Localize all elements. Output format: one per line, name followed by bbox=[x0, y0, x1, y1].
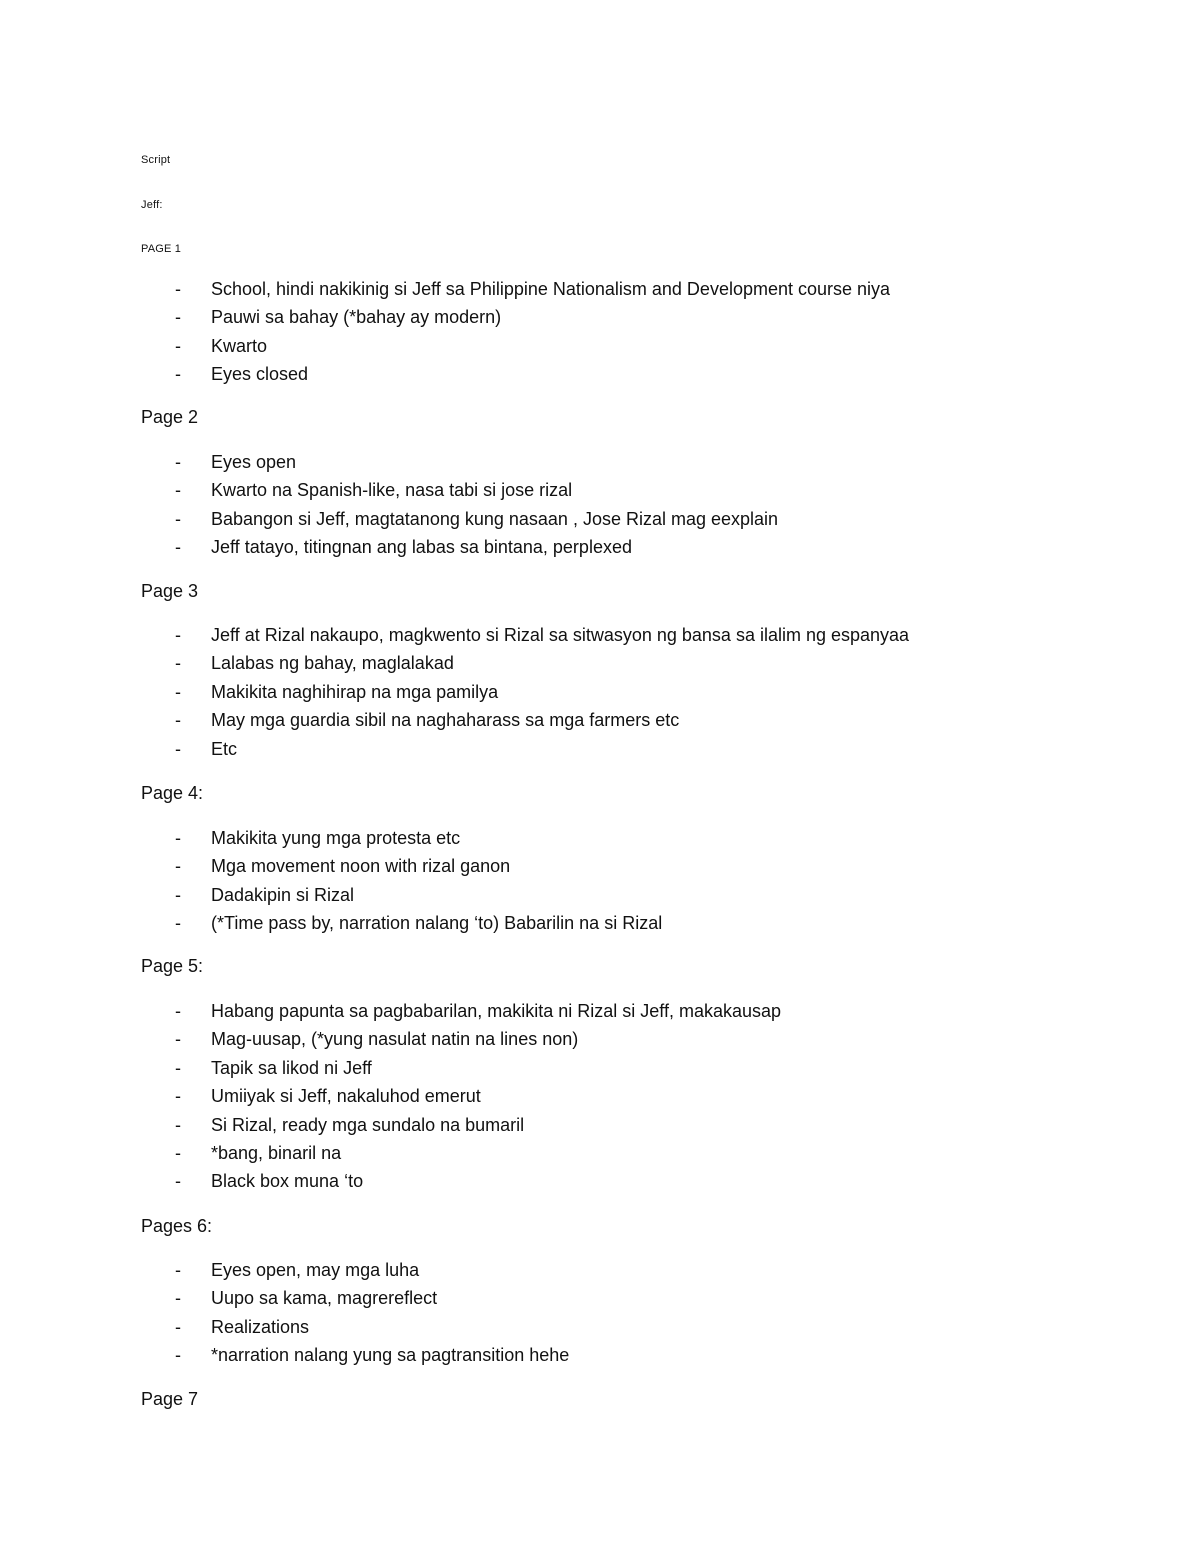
bullet-dash: - bbox=[175, 828, 181, 848]
list-item-text: Makikita naghihirap na mga pamilya bbox=[211, 681, 499, 702]
page-1-label: PAGE 1 bbox=[141, 243, 182, 255]
list-item-text: Eyes closed bbox=[211, 364, 309, 385]
bullet-dash: - bbox=[175, 452, 181, 472]
list-item-text: Makikita yung mga protesta etc bbox=[211, 828, 461, 848]
bullet-dash: - bbox=[175, 1260, 181, 1280]
bullet-dash: - bbox=[175, 710, 181, 731]
bullet-dash: - bbox=[175, 307, 181, 328]
bullet-dash: - bbox=[175, 1057, 181, 1078]
bullet-dash: - bbox=[175, 1114, 181, 1135]
bullet-dash: - bbox=[175, 364, 181, 385]
page-7-heading: Page 7 bbox=[141, 1389, 199, 1409]
bullet-dash: - bbox=[175, 1001, 181, 1021]
bullet-dash: - bbox=[175, 913, 181, 934]
bullet-dash: - bbox=[175, 681, 181, 702]
bullet-dash: - bbox=[175, 1029, 181, 1050]
bullet-dash: - bbox=[175, 625, 181, 645]
page-2-heading: Page 2 bbox=[141, 407, 199, 427]
bullet-dash: - bbox=[175, 1288, 181, 1309]
list-item-text: Black box muna ‘to bbox=[211, 1171, 364, 1192]
list-item-text: Kwarto bbox=[211, 335, 268, 356]
list-item-text: Kwarto na Spanish-like, nasa tabi si jose rizal bbox=[211, 480, 573, 501]
list-item-text: Dadakipin si Rizal bbox=[211, 884, 355, 905]
list-item-text: Lalabas ng bahay, maglalakad bbox=[211, 653, 454, 674]
page-5-heading: Page 5: bbox=[141, 956, 204, 976]
bullet-dash: - bbox=[175, 1171, 181, 1192]
list-item-text: Tapik sa likod ni Jeff bbox=[211, 1057, 372, 1078]
list-item-text: Etc bbox=[211, 738, 238, 759]
list-item-text: Jeff tatayo, titingnan ang labas sa bintana, perplexed bbox=[211, 537, 632, 558]
list-item-text: Si Rizal, ready mga sundalo na bumaril bbox=[211, 1114, 525, 1135]
bullet-dash: - bbox=[175, 1316, 181, 1337]
page-3-heading: Page 3 bbox=[141, 581, 199, 601]
list-item-text: Babangon si Jeff, magtatanong kung nasaan , Jose Rizal mag eexplain bbox=[211, 508, 779, 529]
list-item-text: Habang papunta sa pagbabarilan, makikita ni Rizal si Jeff, makakausap bbox=[211, 1001, 782, 1021]
bullet-dash: - bbox=[175, 1086, 181, 1107]
bullet-dash: - bbox=[175, 279, 181, 299]
list-item-text: Jeff at Rizal nakaupo, magkwento si Rizal sa sitwasyon ng bansa sa ilalim ng espanyaa bbox=[211, 625, 910, 645]
bullet-dash: - bbox=[175, 508, 181, 529]
bullet-dash: - bbox=[175, 1345, 181, 1366]
list-item-text: Mga movement noon with rizal ganon bbox=[211, 856, 511, 877]
bullet-dash: - bbox=[175, 884, 181, 905]
bullet-dash: - bbox=[175, 738, 181, 759]
list-item-text: Eyes open bbox=[211, 452, 297, 472]
list-item-text: (*Time pass by, narration nalang ‘to) Babarilin na si Rizal bbox=[211, 913, 663, 934]
bullet-dash: - bbox=[175, 1142, 181, 1163]
list-item-text: *bang, binaril na bbox=[211, 1142, 342, 1163]
page-4-heading: Page 4: bbox=[141, 783, 204, 803]
character-label: Jeff: bbox=[141, 199, 163, 211]
list-item-text: Pauwi sa bahay (*bahay ay modern) bbox=[211, 307, 502, 328]
script-title: Script bbox=[141, 154, 171, 166]
list-item-text: Realizations bbox=[211, 1316, 310, 1337]
list-item-text: School, hindi nakikinig si Jeff sa Philippine Nationalism and Development course niya bbox=[211, 279, 891, 299]
bullet-dash: - bbox=[175, 537, 181, 558]
list-item-text: Mag-uusap, (*yung nasulat natin na lines non) bbox=[211, 1029, 579, 1050]
bullet-dash: - bbox=[175, 653, 181, 674]
bullet-dash: - bbox=[175, 335, 181, 356]
list-item-text: May mga guardia sibil na naghaharass sa mga farmers etc bbox=[211, 710, 680, 731]
bullet-dash: - bbox=[175, 480, 181, 501]
bullet-dash: - bbox=[175, 856, 181, 877]
page-6-heading: Pages 6: bbox=[141, 1216, 213, 1236]
list-item-text: *narration nalang yung sa pagtransition hehe bbox=[211, 1345, 570, 1366]
list-item-text: Uupo sa kama, magrereflect bbox=[211, 1288, 438, 1309]
list-item-text: Umiiyak si Jeff, nakaluhod emerut bbox=[211, 1086, 481, 1107]
list-item-text: Eyes open, may mga luha bbox=[211, 1260, 420, 1280]
